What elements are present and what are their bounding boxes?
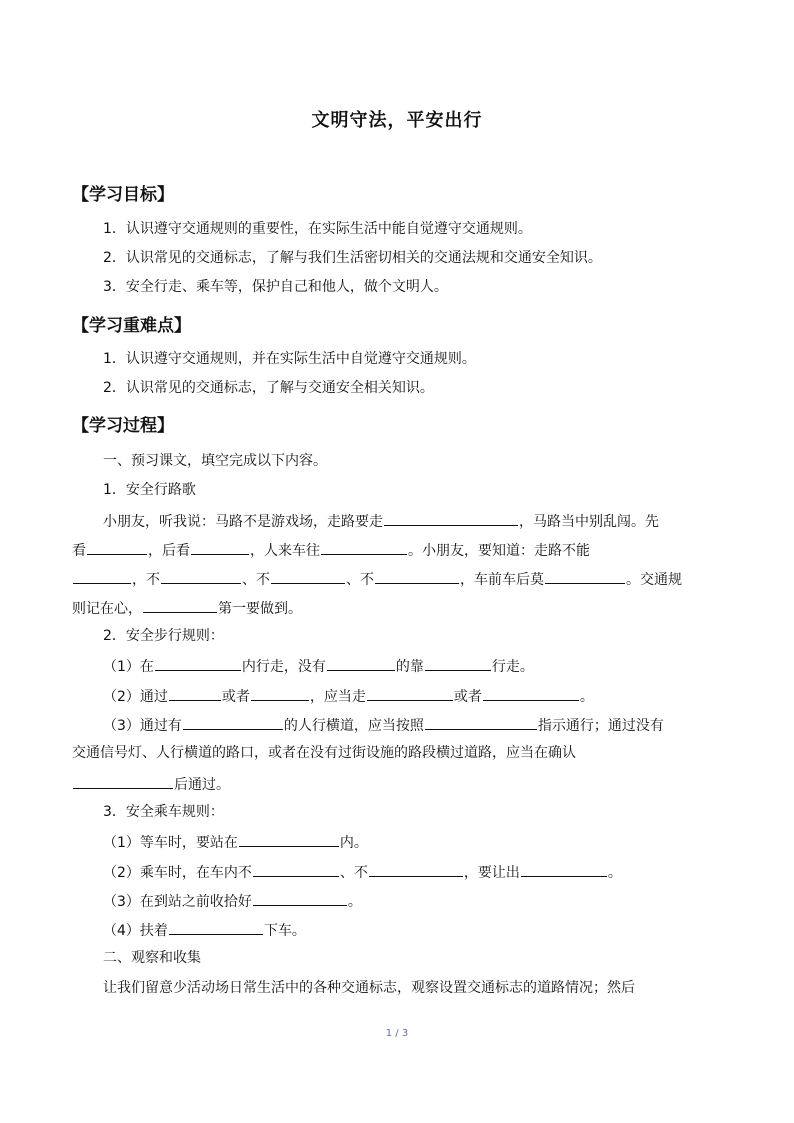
fill-blank[interactable] [169,919,263,935]
walk-rule-3-end [72,773,230,795]
fill-blank[interactable] [369,861,463,877]
ride-rule-3 [103,890,362,912]
rule-text: 行走。 [491,659,534,675]
song-text: ，后看 [148,543,190,559]
rule-text: 的人行横道，应当按照 [283,718,424,734]
fill-blank[interactable] [251,685,309,701]
walk-rule-3-cont: 交通信号灯、人行横道的路口，或者在没有过街设施的路段横过道路，应当在确认 [72,745,576,761]
song-text: 则记在心， [72,601,142,617]
walk-rule-1 [103,655,534,677]
part-one-instruction: 一、预习课文，填空完成以下内容。 [103,453,327,469]
rule-text: （3）在到站之前收拾好 [103,894,252,910]
fill-blank[interactable] [161,568,241,584]
rule-text: ，要让出 [463,865,520,881]
song-text: ，不 [132,572,160,588]
process-heading: 【学习过程】 [72,416,174,436]
fill-blank[interactable] [545,568,625,584]
song-text: 、不 [346,572,374,588]
fill-blank[interactable] [425,655,491,671]
fill-blank[interactable] [375,568,459,584]
ride-rules-title: 3．安全乘车规则： [103,804,224,820]
fill-blank[interactable] [367,685,453,701]
song-text: ，人来车往 [250,543,320,559]
song-text: 、不 [242,572,270,588]
rule-text: 的靠 [395,659,424,675]
fill-blank[interactable] [425,714,537,730]
walk-rules-title: 2．安全步行规则： [103,628,224,644]
fill-blank[interactable] [384,510,518,526]
fill-blank[interactable] [191,539,249,555]
song-line-3 [72,568,682,590]
rule-text: （4）扶着 [103,923,168,939]
ride-rule-4 [103,919,306,941]
ride-rule-2 [103,861,622,883]
part-two-heading: 二、观察和收集 [103,950,201,966]
rule-text: （2）通过 [103,689,168,705]
objective-item: 1．认识遵守交通规则的重要性，在实际生活中能自觉遵守交通规则。 [103,221,532,237]
objective-item: 3．安全行走、乘车等，保护自己和他人，做个文明人。 [103,279,448,295]
song-text: ，马路当中别乱闯。先 [519,514,659,530]
song-line-2 [72,539,590,561]
rule-text: 或者 [221,689,250,705]
fill-blank[interactable] [521,861,607,877]
page-number: 1 / 3 [385,1028,409,1039]
keypoint-item: 2．认识常见的交通标志，了解与交通安全相关知识。 [103,380,434,396]
song-text: 。小朋友，要知道：走路不能 [408,543,590,559]
fill-blank[interactable] [321,539,407,555]
song-line-4 [72,597,302,619]
walk-rule-2 [103,685,594,707]
song-text: 看 [72,543,86,559]
rule-text: ，应当走 [309,689,366,705]
rule-text: （3）通过有 [103,718,182,734]
ride-rule-1 [103,831,368,853]
fill-blank[interactable] [155,655,241,671]
page-title: 文明守法，平安出行 [311,110,483,131]
fill-blank[interactable] [253,890,347,906]
rule-text: 或者 [453,689,482,705]
rule-text: 指示通行；通过没有 [537,718,664,734]
rule-text: 。 [579,689,594,705]
fill-blank[interactable] [483,685,579,701]
song-text: 。交通规 [626,572,682,588]
fill-blank[interactable] [143,597,217,613]
song-text: ，车前车后莫 [460,572,544,588]
rule-text: 。 [607,865,622,881]
fill-blank[interactable] [73,568,131,584]
rule-text: （1）等车时，要站在 [103,835,238,851]
fill-blank[interactable] [183,714,283,730]
keypoint-item: 1．认识遵守交通规则，并在实际生活中自觉遵守交通规则。 [103,351,476,367]
fill-blank[interactable] [169,685,221,701]
rule-text: 内。 [339,835,368,851]
song-title: 1．安全行路歌 [103,482,196,498]
objective-item: 2．认识常见的交通标志，了解与我们生活密切相关的交通法规和交通安全知识。 [103,250,602,266]
song-text: 第一要做到。 [218,601,302,617]
rule-text: 后通过。 [174,777,230,793]
rule-text: 内行走，没有 [241,659,326,675]
objectives-heading: 【学习目标】 [72,185,174,205]
song-line-1 [103,510,659,532]
song-text: 小朋友，听我说：马路不是游戏场，走路要走 [103,514,383,530]
keypoints-heading: 【学习重难点】 [72,316,191,336]
rule-text: 下车。 [263,923,306,939]
walk-rule-3 [103,714,664,736]
observe-paragraph: 让我们留意少活动场日常生活中的各种交通标志，观察设置交通标志的道路情况；然后 [103,980,635,996]
rule-text: （1）在 [103,659,154,675]
rule-text: （2）乘车时，在车内不 [103,865,252,881]
fill-blank[interactable] [73,773,173,789]
fill-blank[interactable] [327,655,395,671]
fill-blank[interactable] [271,568,345,584]
fill-blank[interactable] [239,831,339,847]
fill-blank[interactable] [87,539,147,555]
rule-text: 。 [347,894,362,910]
fill-blank[interactable] [253,861,339,877]
rule-text: 、不 [339,865,368,881]
